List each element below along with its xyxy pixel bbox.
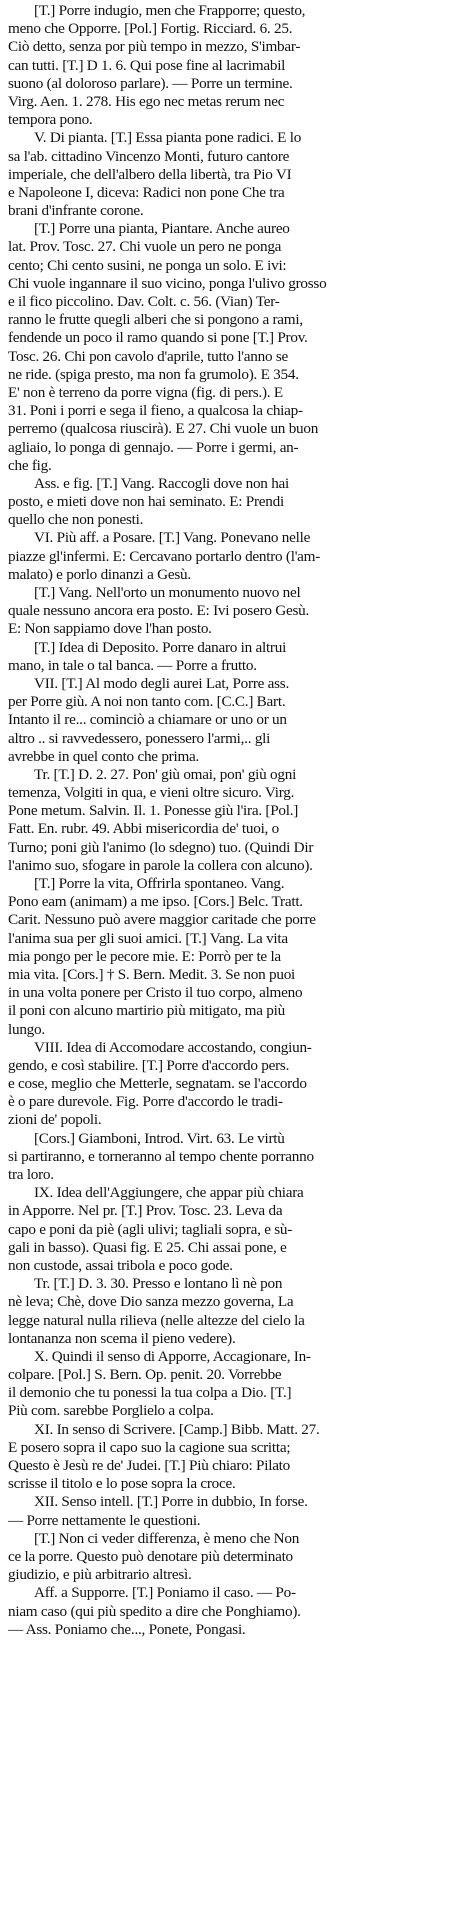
text-line: capo e poni da piè (agli ulivi; tagliali sopra, e sù- xyxy=(8,1220,293,1238)
text-line: suono (al doloroso parlare). — Porre un termine. xyxy=(8,74,293,92)
text-line: e cose, meglio che Metterle, segnatam. se l'accordo xyxy=(8,1075,307,1093)
text-line: Virg. Aen. 1. 278. His ego nec metas rerum nec xyxy=(8,92,285,110)
text-line: 31. Poni i porri e sega il fieno, a qualcosa la chiap- xyxy=(8,402,303,420)
text-line: [T.] Porre la vita, Offrirla spontaneo. Vang. xyxy=(34,875,285,892)
text-line: [T.] Porre una pianta, Piantare. Anche aureo xyxy=(34,220,290,238)
text-line: posto, e mieti dove non hai seminato. E: Prendi xyxy=(8,493,284,511)
text-line: giudizio, e più arbitrario altresì. xyxy=(8,1566,192,1584)
text-line: ne ride. (spiga presto, ma non fa grumolo). E 354. xyxy=(8,365,299,383)
text-line: meno che Opporre. [Pol.] Fortig. Ricciard. 6. 25. xyxy=(8,20,293,38)
text-line: tra loro. xyxy=(8,1166,54,1183)
text-line: XI. In senso di Scrivere. [Camp.] Bibb. Matt. 27. xyxy=(34,1420,320,1438)
text-line: quello che non ponesti. xyxy=(8,511,144,529)
text-line: malato) e porlo dinanzi a Gesù. xyxy=(8,565,191,583)
text-line: il demonio che tu ponessi la tua colpa a Dio. [T.] xyxy=(8,1384,292,1402)
text-line: cento; Chi cento susini, ne ponga un solo. E ivi: xyxy=(8,256,287,274)
text-line: V. Di pianta. [T.] Essa pianta pone radici. E lo xyxy=(34,129,302,147)
text-line: e Napoleone I, diceva: Radici non pone Che tra xyxy=(8,183,285,201)
text-line: legge natural nulla rilieva (nelle altezze del cielo la xyxy=(8,1311,305,1329)
text-line: Pono eam (animam) a me ipso. [Cors.] Belc. Tratt. xyxy=(8,893,303,911)
text-line: Aff. a Supporre. [T.] Poniamo il caso. — Po- xyxy=(34,1584,296,1602)
text-line: per Porre giù. A noi non tanto com. [C.C.] Bart. xyxy=(8,693,286,711)
text-line: — Ass. Poniamo che..., Ponete, Pongasi. xyxy=(8,1620,246,1638)
text-line: Fatt. En. rubr. 49. Abbi misericordia de' tuoi, o xyxy=(8,820,279,838)
text-line: piazze gl'infermi. E: Cercavano portarlo dentro (l'am- xyxy=(8,547,321,565)
text-line: in una volta ponere per Cristo il tuo corpo, almeno xyxy=(8,984,303,1002)
text-line: mano, in tale o tal banca. — Porre a frutto. xyxy=(8,656,257,674)
text-line: VII. [T.] Al modo degli aurei Lat, Porre ass. xyxy=(34,674,290,692)
text-line: imperiale, che dell'albero della libertà, tra Pio VI xyxy=(8,165,292,183)
text-line: can tutti. [T.] D 1. 6. Qui pose fine al lacrimabil xyxy=(8,56,286,74)
text-line: gali in basso). Quasi fig. E 25. Chi assai pone, e xyxy=(8,1238,287,1256)
text-line: [T.] Vang. Nell'orto un monumento nuovo nel xyxy=(34,584,301,601)
text-line: X. Quindi il senso di Apporre, Accagionare, In- xyxy=(34,1347,311,1365)
text-line: fendende un poco il ramo quando si pone [T.] Prov. xyxy=(8,329,308,347)
text-line: perremo (qualcosa riuscirà). E 27. Chi vuole un buon xyxy=(8,420,319,438)
text-line: Tr. [T.] D. 2. 27. Pon' giù omai, pon' giù ogni xyxy=(34,765,297,783)
text-line: Ass. e fig. [T.] Vang. Raccogli dove non hai xyxy=(34,474,290,492)
text-line: [T.] Idea di Deposito. Porre danaro in altrui xyxy=(34,638,287,656)
text-line: lungo. xyxy=(8,1020,45,1038)
text-line: [T.] Non ci veder differenza, è meno che Non xyxy=(34,1529,300,1547)
text-line: [Cors.] Giamboni, Introd. Virt. 63. Le virtù xyxy=(34,1129,285,1147)
text-line: ranno le frutte quegli alberi che si pongono a rami, xyxy=(8,311,303,329)
text-line: E' non è terreno da porre vigna (fig. di pers.). E xyxy=(8,383,283,401)
text-line: altro .. si ravvedessero, ponessero l'armi,.. gli xyxy=(8,729,271,747)
text-line: Tosc. 26. Chi pon cavolo d'aprile, tutto l'anno se xyxy=(8,347,288,365)
text-line: Ciò detto, senza por più tempo in mezzo, S'imbar- xyxy=(8,38,301,56)
text-line: in Apporre. Nel pr. [T.] Prov. Tosc. 23. Leva da xyxy=(8,1202,283,1220)
text-line: IX. Idea dell'Aggiungere, che appar più chiara xyxy=(34,1184,304,1202)
text-line: agliaio, lo ponga di gennajo. — Porre i germi, an- xyxy=(8,438,299,456)
text-line: E: Non sappiamo dove l'han posto. xyxy=(8,620,212,638)
text-line: tempora pono. xyxy=(8,111,93,129)
text-line: lat. Prov. Tosc. 27. Chi vuole un pero ne ponga xyxy=(8,238,282,256)
text-line: lontananza non scema il pieno vedere). xyxy=(8,1329,236,1347)
text-line: scrisse il titolo e lo pose sopra la croce. xyxy=(8,1475,236,1493)
text-line: sa l'ab. cittadino Vincenzo Monti, futuro cantore xyxy=(8,147,290,165)
text-line: Questo è Jesù re de' Judei. [T.] Più chiaro: Pilato xyxy=(8,1457,290,1474)
text-line: quale nessuno ancora era posto. E: Ivi posero Gesù. xyxy=(8,602,310,620)
text-line: mia pongo per le pecore mie. E: Porrò per te la xyxy=(8,947,281,965)
text-line: VIII. Idea di Accomodare accostando, congiun- xyxy=(34,1038,312,1056)
text-line: mia vita. [Cors.] † S. Bern. Medit. 3. Se non puoi xyxy=(8,965,296,983)
text-line: Intanto il re... cominciò a chiamare or uno or un xyxy=(8,711,287,729)
text-line: [T.] Porre indugio, men che Frapporre; questo, xyxy=(34,2,306,19)
text-line: l'animo suo, sfogare in parole la collera con alcuno). xyxy=(8,856,313,874)
text-line: E posero sopra il capo suo la cagione sua scritta; xyxy=(8,1438,291,1456)
text-line: XII. Senso intell. [T.] Porre in dubbio, In forse. xyxy=(34,1493,308,1511)
text-line: ce la porre. Questo può denotare più determinato xyxy=(8,1547,293,1565)
text-line: temenza, Volgiti in qua, e vieni oltre sicuro. Virg. xyxy=(8,784,295,802)
text-line: avrebbe in quel conto che prima. xyxy=(8,747,200,765)
text-line: non custode, assai tribola e poco gode. xyxy=(8,1256,233,1274)
text-line: nè leva; Chè, dove Dio sanza mezzo governa, La xyxy=(8,1293,294,1311)
text-line: Tr. [T.] D. 3. 30. Presso e lontano lì nè pon xyxy=(34,1275,283,1293)
text-line: è o pare durevole. Fig. Porre d'accordo le tradi- xyxy=(8,1093,283,1111)
text-line: Carit. Nessuno può avere maggior caritade che porre xyxy=(8,911,316,929)
text-line: il poni con alcuno martirio più mitigato, ma più xyxy=(8,1002,285,1020)
text-line: niam caso (qui più spedito a dire che Ponghiamo). xyxy=(8,1602,301,1620)
text-line: brani d'infrante corone. xyxy=(8,202,144,220)
text-line: si partiranno, e torneranno al tempo chente porranno xyxy=(8,1147,314,1165)
text-line: colpare. [Pol.] S. Bern. Op. penit. 20. Vorrebbe xyxy=(8,1366,282,1384)
text-line: che fig. xyxy=(8,456,52,474)
text-line: e il fico piccolino. Dav. Colt. c. 56. (Vian) Ter- xyxy=(8,293,280,310)
text-line: gendo, e così stabilire. [T.] Porre d'accordo pers. xyxy=(8,1056,290,1074)
text-line: Più com. sarebbe Porglielo a colpa. xyxy=(8,1402,214,1420)
text-line: Chi vuole ingannare il suo vicino, ponga l'ulivo grosso xyxy=(8,274,327,292)
text-line: Turno; poni giù l'animo (lo sdegno) tuo. (Quindi Dir xyxy=(8,838,314,856)
text-line: Pone metum. Salvin. Il. 1. Ponesse giù l'ira. [Pol.] xyxy=(8,802,299,820)
text-line: zioni de' popoli. xyxy=(8,1111,102,1129)
text-line: — Porre nettamente le questioni. xyxy=(8,1511,201,1529)
text-line: l'anima sua per gli suoi amici. [T.] Vang. La vita xyxy=(8,929,288,947)
text-line: VI. Più aff. a Posare. [T.] Vang. Ponevano nelle xyxy=(34,529,311,547)
